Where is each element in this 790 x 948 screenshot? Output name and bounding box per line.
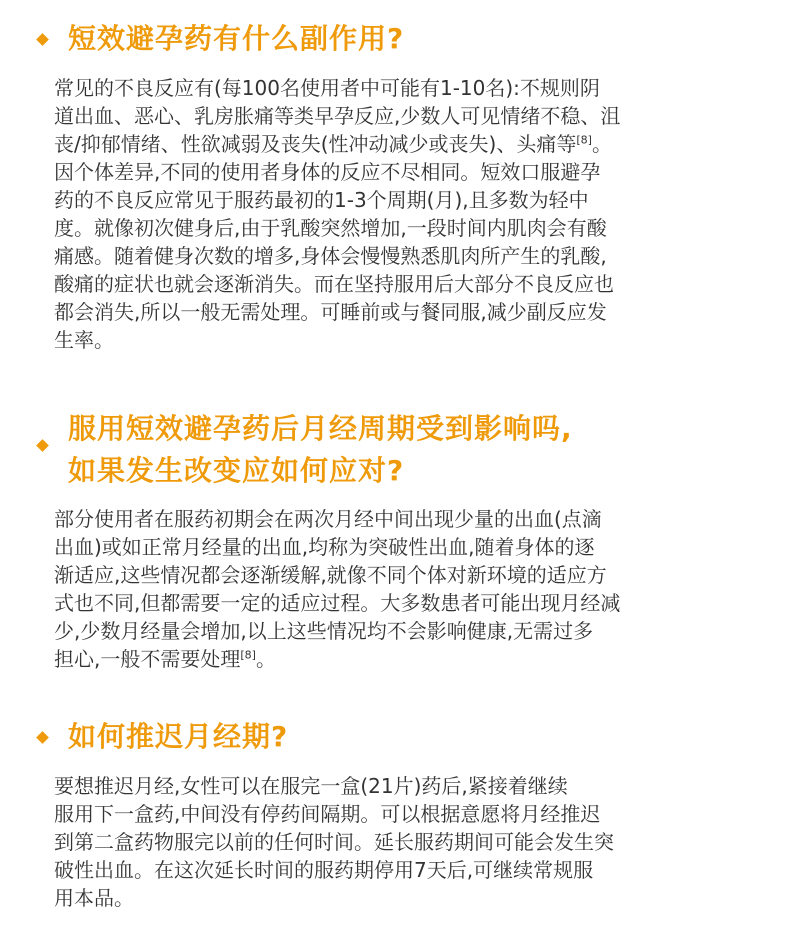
text-line: 常见的不良反应有(每100名使用者中可能有1-10名):不规则阴 [54, 76, 600, 100]
text-line: 度。就像初次健身后,由于乳酸突然增加,一段时间内肌肉会有酸 [54, 216, 607, 240]
text-line: 少,少数月经量会增加,以上这些情况均不会影响健康,无需过多 [54, 619, 594, 643]
text-line: 丧/抑郁情绪、性欲减弱及丧失(性冲动减少或丧失)、头痛等[8]。 [54, 132, 612, 156]
text-line: 部分使用者在服药初期会在两次月经中间出现少量的出血(点滴 [54, 507, 602, 531]
text-line: 要想推迟月经,女性可以在服完一盒(21片)药后,紧接着继续 [54, 774, 568, 798]
heading-line: 短效避孕药有什么副作用? [68, 22, 405, 55]
heading-line: 服用短效避孕药后月经周期受到影响吗, [68, 412, 573, 445]
citation-ref: [8] [240, 648, 256, 662]
section-heading [0, 408, 790, 492]
text-line: 道出血、恶心、乳房胀痛等类早孕反应,少数人可见情绪不稳、沮 [54, 104, 621, 128]
paragraph-side-effects [54, 74, 744, 354]
section-delay-period [0, 716, 790, 758]
text-line: 到第二盒药物服完以前的任何时间。延长服药期间可能会发生突 [54, 830, 614, 854]
text-line: 渐适应,这些情况都会逐渐缓解,就像不同个体对新环境的适应方 [54, 563, 607, 587]
text-line: 破性出血。在这次延长时间的服药期停用7天后,可继续常规服 [54, 858, 594, 882]
paragraph-delay-period [54, 772, 744, 912]
text-line: 都会消失,所以一般无需处理。可睡前或与餐同服,减少副反应发 [54, 300, 607, 324]
heading-line: 如何推迟月经期? [68, 720, 289, 753]
citation-ref: [8] [576, 133, 592, 147]
text-line: 因个体差异,不同的使用者身体的反应不尽相同。短效口服避孕 [54, 160, 601, 184]
text-line: 式也不同,但都需要一定的适应过程。大多数患者可能出现月经减 [54, 591, 621, 615]
text-line: 用本品。 [54, 886, 134, 910]
text-line: 出血)或如正常月经量的出血,均称为突破性出血,随着身体的逐 [54, 535, 595, 559]
section-heading [0, 716, 790, 758]
heading-line: 如果发生改变应如何应对? [68, 454, 405, 487]
section-side-effects [0, 18, 790, 60]
section-heading [0, 18, 790, 60]
text-line: 生率。 [54, 328, 114, 352]
text-line: 痛感。随着健身次数的增多,身体会慢慢熟悉肌肉所产生的乳酸, [54, 244, 607, 268]
text-line: 服用下一盒药,中间没有停药间隔期。可以根据意愿将月经推迟 [54, 802, 601, 826]
paragraph-cycle-effects [54, 505, 744, 673]
text-line: 酸痛的症状也就会逐渐消失。而在坚持服用后大部分不良反应也 [54, 272, 614, 296]
section-cycle-effects [0, 408, 790, 492]
text-line: 担心,一般不需要处理[8]。 [54, 647, 276, 671]
text-line: 药的不良反应常见于服药最初的1-3个周期(月),且多数为轻中 [54, 188, 589, 212]
